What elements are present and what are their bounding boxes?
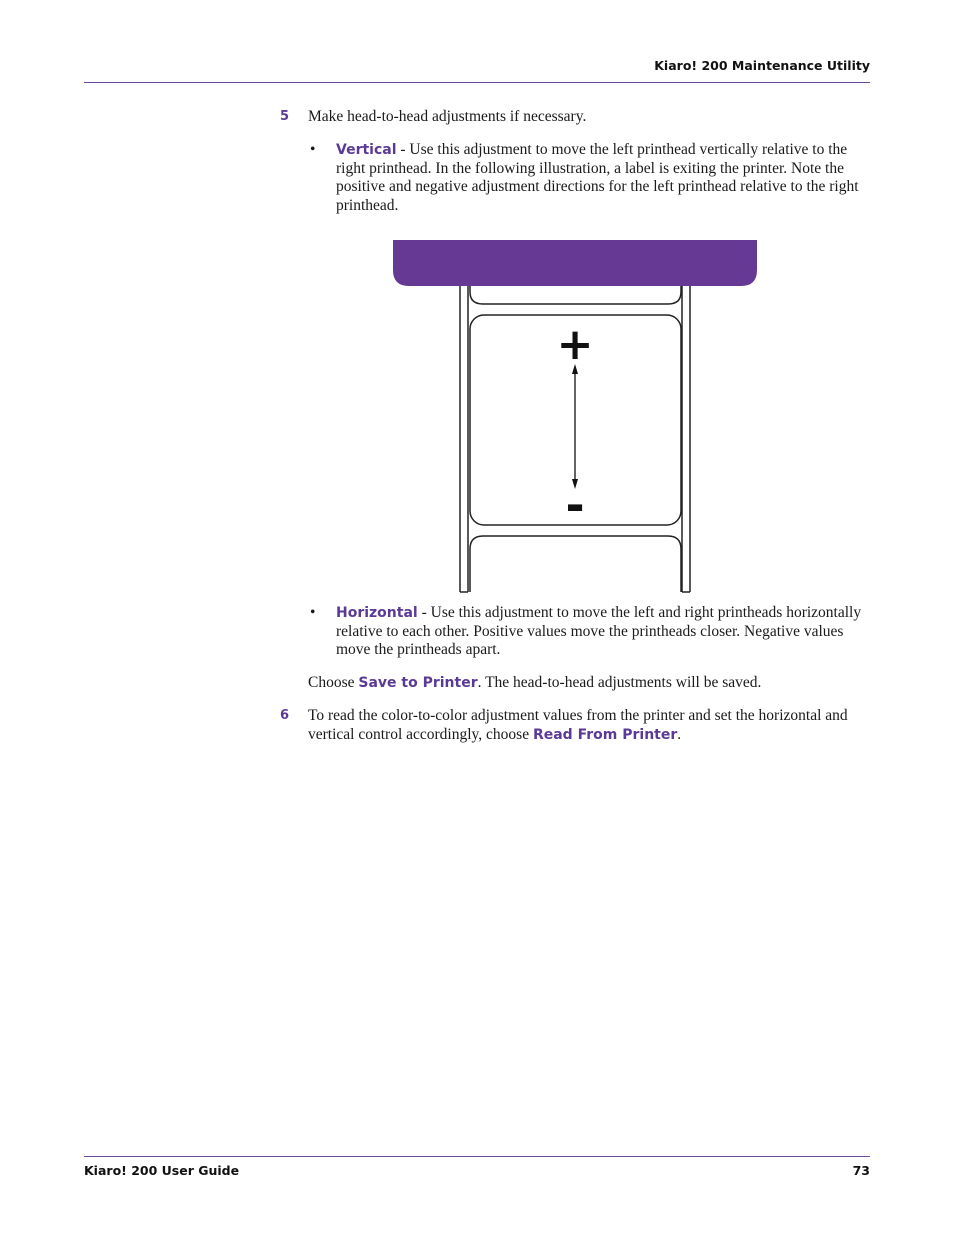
bullet-text	[336, 604, 870, 660]
plus-label: +	[556, 319, 594, 370]
step-text	[308, 707, 870, 744]
step-6	[280, 707, 870, 744]
bullet-marker: •	[310, 604, 316, 621]
bullet-marker: •	[310, 141, 316, 158]
step-number: 6	[280, 708, 290, 723]
vertical-keyword: Vertical	[336, 142, 397, 158]
bullet-horizontal	[310, 604, 870, 660]
label-top	[470, 286, 681, 304]
bullet-text	[336, 141, 870, 215]
vertical-description: - Use this adjustment to move the left printhead vertically relative to the right printhead. In the following illustration, a label is exiting the printer. Note the positive and negative adjustment directions for the left printhead relative to the right printhead.	[336, 141, 859, 214]
horizontal-keyword: Horizontal	[336, 605, 418, 621]
step-number: 5	[280, 109, 290, 124]
step6-text: To read the color-to-color adjustment values from the printer and set the horizontal and vertical control accordingly, choose	[308, 707, 848, 743]
read-from-printer-keyword: Read From Printer	[532, 726, 678, 743]
choose-suffix: . The head-to-head adjustments will be saved.	[477, 674, 762, 691]
footer-rule	[84, 1156, 870, 1157]
footer-guide-title: Kiaro! 200 User Guide	[84, 1163, 240, 1178]
bullet-vertical	[310, 141, 870, 215]
label-bottom	[470, 536, 681, 592]
choose-paragraph	[308, 674, 870, 693]
step6-suffix: .	[677, 725, 682, 743]
header-rule	[84, 82, 870, 83]
step-text: Make head-to-head adjustments if necessary.	[308, 108, 587, 125]
save-to-printer-keyword: Save to Printer	[358, 675, 478, 691]
minus-label: -	[565, 478, 585, 532]
page-number: 73	[852, 1163, 870, 1178]
horizontal-description: - Use this adjustment to move the left and right printheads horizontally relative to each other. Positive values move the printheads closer. Negative values move the printheads apart.	[336, 604, 862, 658]
choose-prefix: Choose	[308, 674, 359, 691]
printer-body	[393, 240, 757, 286]
step-5	[280, 108, 870, 127]
label-exit-illustration	[393, 240, 757, 594]
running-header-title: Kiaro! 200 Maintenance Utility	[654, 58, 870, 73]
